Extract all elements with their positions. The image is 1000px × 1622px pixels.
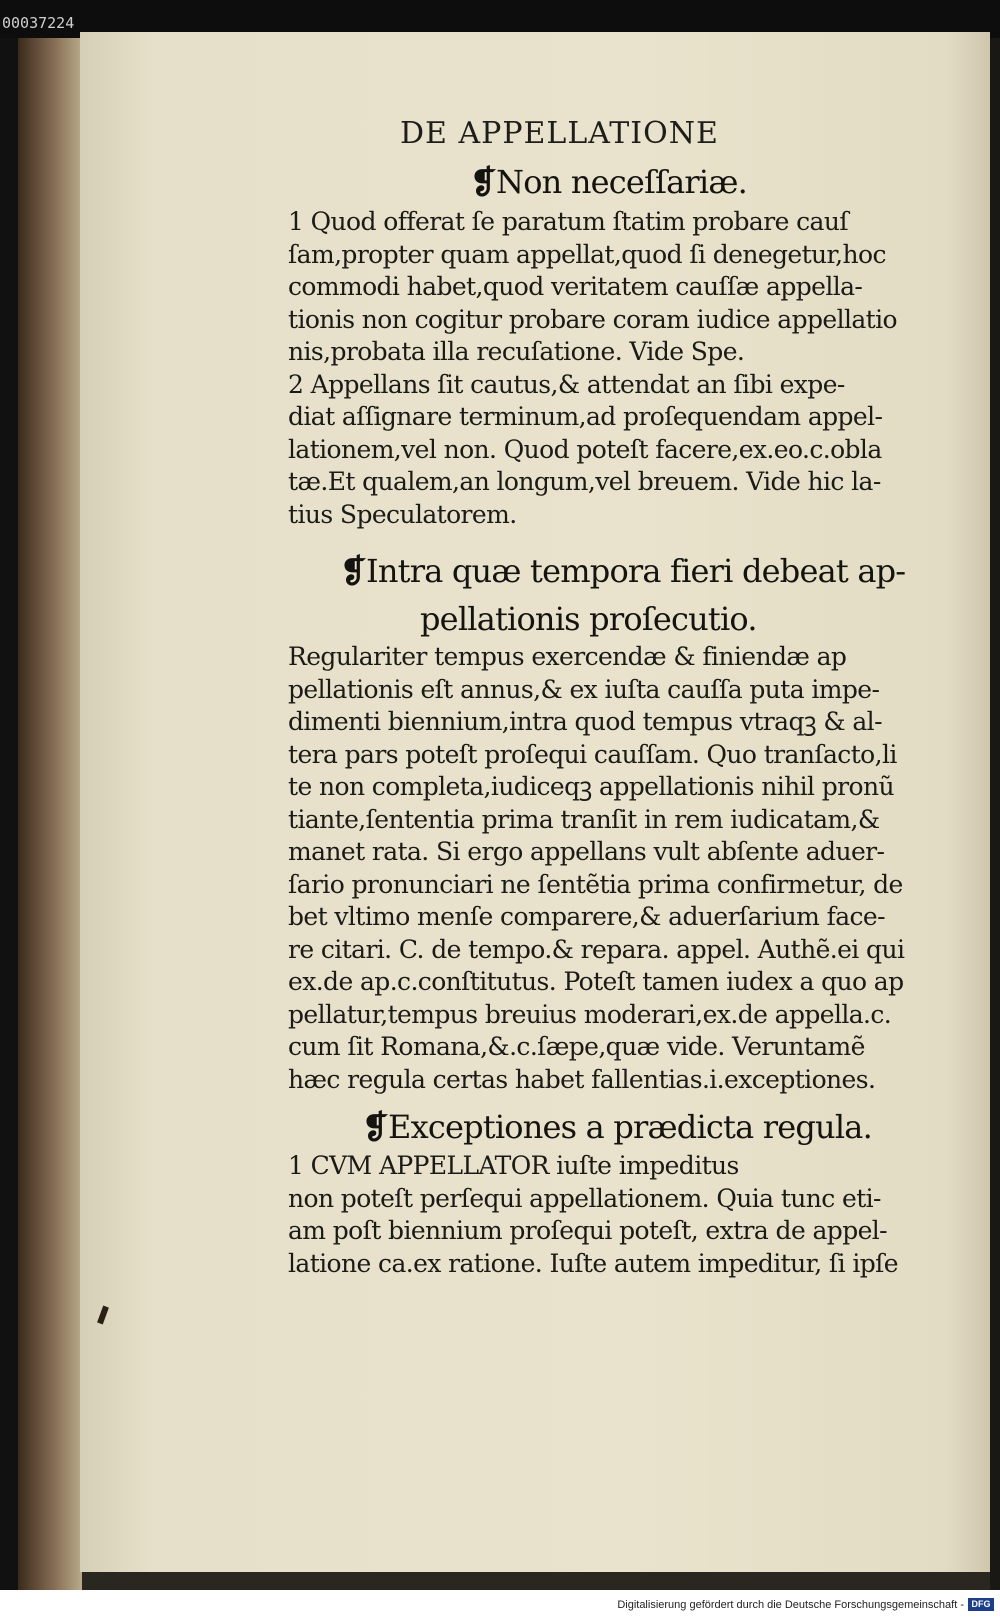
text-line: ex.de ap.c.conſtitutus. Poteſt tamen iudex a quo ap <box>288 967 904 996</box>
pilcrow-icon: ❡ <box>470 163 497 201</box>
section-heading-non-necessariae: ❡Non neceſſariæ. <box>470 163 748 201</box>
text-line: dimenti biennium,intra quod tempus vtraqꝫ & al- <box>288 707 882 736</box>
page-right-edge <box>990 38 1000 1590</box>
text-line: 1 CVM APPELLATOR iuſte impeditus <box>288 1151 739 1180</box>
text-line: commodi habet,quod veritatem cauſſæ appella- <box>288 272 863 301</box>
text-line: lationem,vel non. Quod poteſt facere,ex.eo.c.obla <box>288 434 882 464</box>
text-line: 1 Quod offerat ſe paratum ſtatim probare cauſ <box>288 207 848 236</box>
text-line: tera pars poteſt proſequi cauſſam. Quo tranſacto,li <box>288 739 897 769</box>
text-line: pellatur,tempus breuius moderari,ex.de appella.c. <box>288 999 892 1029</box>
text-line: nis,probata illa recuſatione. Vide Spe. <box>288 337 745 366</box>
dfg-logo-icon: DFG <box>968 1598 994 1611</box>
text-line: bet vltimo menſe comparere,& aduerſarium face- <box>288 902 885 931</box>
text-line: re citari. C. de tempo.& repara. appel. Authẽ.ei qui <box>288 934 905 964</box>
text-line: tius Speculatorem. <box>288 499 517 529</box>
text-line: manet rata. Si ergo appellans vult abſente aduer- <box>288 837 885 866</box>
text-line: am poſt biennium proſequi poteſt, extra de appel- <box>288 1216 888 1245</box>
section-heading-intra-quae: ❡Intra quæ tempora fieri debeat ap- <box>340 552 906 590</box>
text-line: non poteſt perſequi appellationem. Quia tunc eti- <box>288 1183 881 1213</box>
pilcrow-icon: ❡ <box>340 552 367 590</box>
text-line: ſam,propter quam appellat,quod ſi denegetur,hoc <box>288 239 886 269</box>
text-line: Regulariter tempus exercendæ & finiendæ ap <box>288 642 847 671</box>
text-line: tæ.Et qualem,an longum,vel breuem. Vide hic la- <box>288 467 881 496</box>
text-line: latione ca.ex ratione. Iuſte autem impeditur, ſi ipſe <box>288 1248 898 1278</box>
running-head: DE APPELLATIONE <box>400 116 719 151</box>
text-line: te non completa,iudiceqꝫ appellationis nihil pronũ <box>288 772 894 801</box>
text-line: pellationis eſt annus,& ex iuſta cauſſa puta impe- <box>288 674 880 704</box>
page-spine <box>18 38 82 1590</box>
text-line: 2 Appellans ſit cautus,& attendat an ſibi expe- <box>288 369 845 399</box>
text-line: ſario pronunciari ne ſentẽtia prima confirmetur, de <box>288 869 903 899</box>
text-line: diat aſſignare terminum,ad proſequendam appel- <box>288 402 883 431</box>
text-line: hæc regula certas habet fallentias.i.exceptiones. <box>288 1064 876 1094</box>
text-line: cum ſit Romana,&.c.ſæpe,quæ vide. Veruntamẽ <box>288 1032 865 1061</box>
text-line: tiante,ſententia prima tranſit in rem iudicatam,& <box>288 804 880 834</box>
scan-id-label: 00037224 <box>2 14 75 32</box>
section-heading-intra-quae-line2: pellationis proſecutio. <box>420 600 757 638</box>
text-line: tionis non cogitur probare coram iudice appellatio <box>288 304 897 334</box>
pilcrow-icon: ❡ <box>362 1108 389 1146</box>
section-heading-exceptiones: ❡Exceptiones a prædicta regula. <box>362 1108 872 1146</box>
footer-credit: Digitalisierung gefördert durch die Deutsche Forschungsgemeinschaft - <box>617 1599 964 1611</box>
